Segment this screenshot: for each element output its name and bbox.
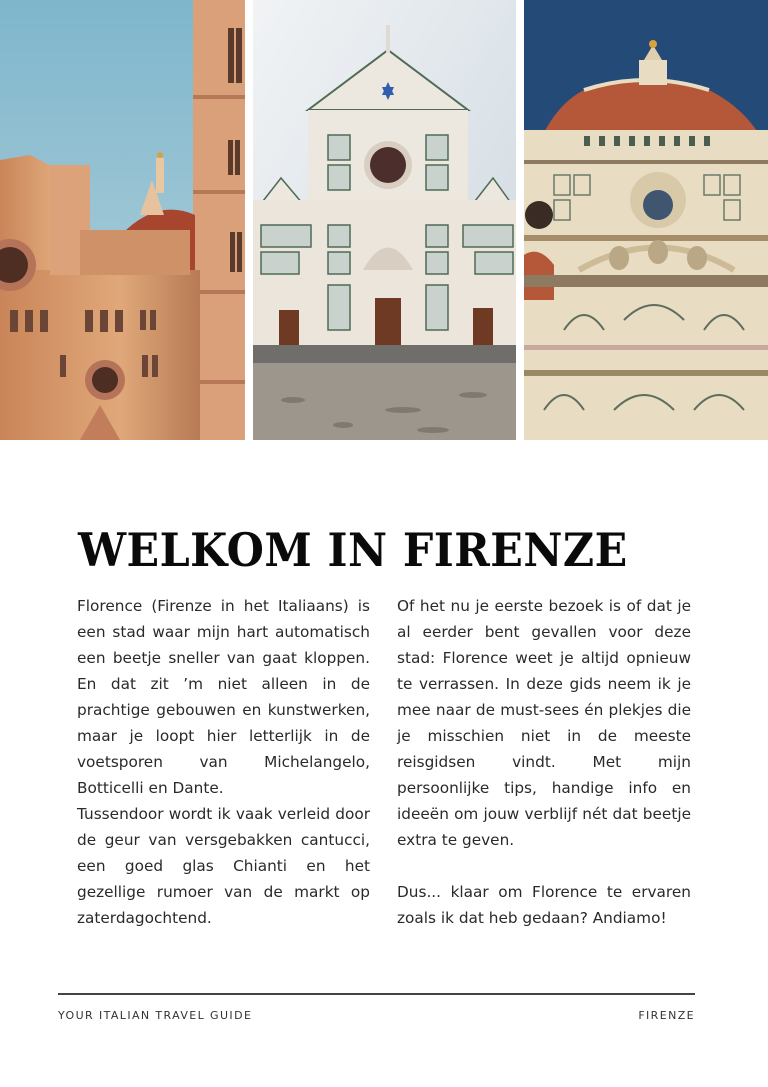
article-column-left: [77, 593, 370, 931]
photo-duomo-dome: [524, 0, 768, 440]
cathedral-facade-image: [0, 0, 245, 440]
dome-image: [524, 0, 768, 440]
photo-duomo-facade: [0, 0, 245, 440]
article-column-right: [397, 593, 691, 931]
footer-city-label: FIRENZE: [638, 1009, 695, 1022]
footer-divider: [58, 993, 695, 995]
santa-croce-image: [253, 0, 516, 440]
page-title: WELKOM IN FIRENZE: [78, 523, 628, 577]
paragraph-spacer: [397, 853, 691, 879]
paragraph-guide: Of het nu je eerste bezoek is of dat je al eerder bent gevallen voor deze stad: Florence weet je altijd opnieuw te verrassen. In deze gids neem ik je mee naar de must-sees én plekjes die je misschien niet in de meeste reisgidsen vindt. Met mijn persoonlijke tips, handige info en ideeën om jouw verblijf nét dat beetje extra te geven.: [397, 597, 691, 849]
paragraph-intro: Florence (Firenze in het Italiaans) is een stad waar mijn hart automatisch een beetje sneller van gaat kloppen. En dat zit ’m niet alleen in de prachtige gebouwen en kunstwerken, maar je loopt hier letterlijk in de voetsporen van Michelangelo, Botticelli en Dante.: [77, 597, 370, 797]
footer-guide-label: YOUR ITALIAN TRAVEL GUIDE: [58, 1009, 253, 1022]
paragraph-cantucci: Tussendoor wordt ik vaak verleid door de geur van versgebakken cantucci, een goed glas Chianti en het gezellige rumoer van de markt op zaterdagochtend.: [77, 805, 370, 927]
photo-santa-croce: [253, 0, 516, 440]
paragraph-andiamo: Dus... klaar om Florence te ervaren zoals ik dat heb gedaan? Andiamo!: [397, 883, 691, 927]
